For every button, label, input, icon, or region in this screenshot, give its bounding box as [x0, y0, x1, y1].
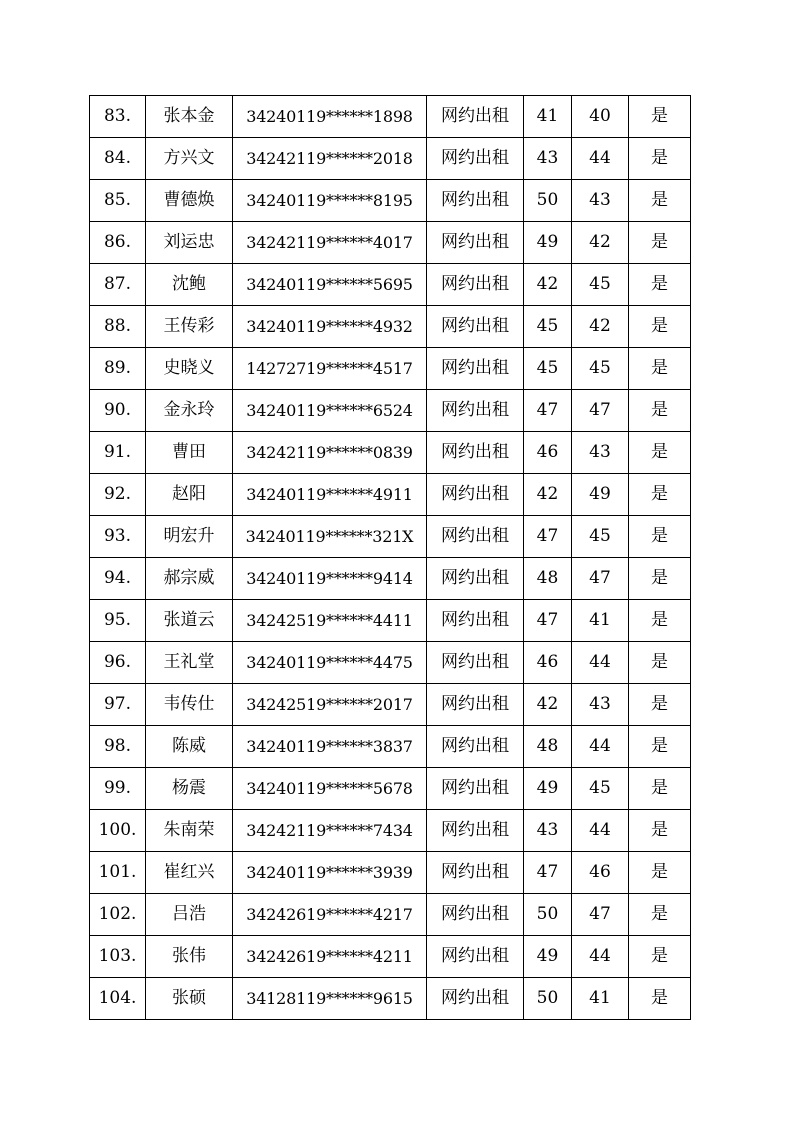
cell-score-1: 47 [524, 600, 572, 642]
table-row [90, 474, 691, 516]
cell-id-number: 34242119******0839 [233, 432, 427, 474]
cell-id-number: 34242619******4217 [233, 894, 427, 936]
cell-row-number: 88. [90, 306, 146, 348]
cell-row-number: 84. [90, 138, 146, 180]
cell-result: 是 [629, 222, 691, 264]
cell-name: 吕浩 [146, 894, 233, 936]
cell-score-2: 41 [572, 978, 629, 1020]
cell-row-number: 97. [90, 684, 146, 726]
cell-id-number: 34242119******2018 [233, 138, 427, 180]
cell-id-number: 34240119******5695 [233, 264, 427, 306]
cell-score-2: 44 [572, 138, 629, 180]
cell-score-1: 46 [524, 642, 572, 684]
cell-id-number: 34240119******4911 [233, 474, 427, 516]
cell-score-1: 50 [524, 180, 572, 222]
cell-id-number: 34240119******4475 [233, 642, 427, 684]
cell-score-2: 44 [572, 642, 629, 684]
cell-id-number: 34240119******6524 [233, 390, 427, 432]
cell-vehicle-type: 网约出租 [427, 642, 524, 684]
table-row [90, 726, 691, 768]
cell-name: 郝宗威 [146, 558, 233, 600]
cell-score-2: 42 [572, 306, 629, 348]
cell-result: 是 [629, 516, 691, 558]
cell-row-number: 102. [90, 894, 146, 936]
cell-vehicle-type: 网约出租 [427, 516, 524, 558]
cell-id-number: 34240119******3837 [233, 726, 427, 768]
cell-row-number: 104. [90, 978, 146, 1020]
cell-result: 是 [629, 180, 691, 222]
cell-score-1: 46 [524, 432, 572, 474]
cell-score-2: 44 [572, 936, 629, 978]
cell-vehicle-type: 网约出租 [427, 432, 524, 474]
table-row [90, 684, 691, 726]
cell-result: 是 [629, 474, 691, 516]
cell-score-1: 45 [524, 306, 572, 348]
cell-row-number: 85. [90, 180, 146, 222]
cell-vehicle-type: 网约出租 [427, 264, 524, 306]
cell-name: 朱南荣 [146, 810, 233, 852]
table-row [90, 768, 691, 810]
table-row [90, 264, 691, 306]
table-row [90, 96, 691, 138]
cell-score-2: 40 [572, 96, 629, 138]
cell-score-1: 48 [524, 726, 572, 768]
cell-result: 是 [629, 684, 691, 726]
cell-row-number: 86. [90, 222, 146, 264]
cell-name: 张道云 [146, 600, 233, 642]
data-table [89, 95, 691, 1020]
cell-name: 崔红兴 [146, 852, 233, 894]
cell-vehicle-type: 网约出租 [427, 600, 524, 642]
cell-id-number: 34242119******4017 [233, 222, 427, 264]
cell-result: 是 [629, 390, 691, 432]
table-row [90, 306, 691, 348]
cell-vehicle-type: 网约出租 [427, 96, 524, 138]
table-row [90, 978, 691, 1020]
cell-result: 是 [629, 306, 691, 348]
cell-name: 史晓义 [146, 348, 233, 390]
cell-row-number: 98. [90, 726, 146, 768]
table-row [90, 936, 691, 978]
table-row [90, 348, 691, 390]
cell-vehicle-type: 网约出租 [427, 348, 524, 390]
cell-score-2: 45 [572, 348, 629, 390]
cell-vehicle-type: 网约出租 [427, 978, 524, 1020]
table-row [90, 558, 691, 600]
cell-score-1: 48 [524, 558, 572, 600]
cell-id-number: 34242519******4411 [233, 600, 427, 642]
cell-name: 金永玲 [146, 390, 233, 432]
cell-result: 是 [629, 936, 691, 978]
cell-id-number: 34240119******1898 [233, 96, 427, 138]
cell-row-number: 90. [90, 390, 146, 432]
cell-score-1: 47 [524, 852, 572, 894]
cell-name: 陈威 [146, 726, 233, 768]
cell-vehicle-type: 网约出租 [427, 138, 524, 180]
cell-score-1: 47 [524, 390, 572, 432]
cell-name: 刘运忠 [146, 222, 233, 264]
cell-vehicle-type: 网约出租 [427, 768, 524, 810]
cell-score-2: 43 [572, 180, 629, 222]
cell-score-2: 47 [572, 894, 629, 936]
table-row [90, 138, 691, 180]
cell-row-number: 95. [90, 600, 146, 642]
cell-id-number: 34240119******8195 [233, 180, 427, 222]
cell-row-number: 87. [90, 264, 146, 306]
cell-score-1: 50 [524, 894, 572, 936]
cell-name: 曹田 [146, 432, 233, 474]
cell-id-number: 34240119******4932 [233, 306, 427, 348]
cell-vehicle-type: 网约出租 [427, 558, 524, 600]
cell-score-2: 43 [572, 432, 629, 474]
cell-name: 明宏升 [146, 516, 233, 558]
cell-name: 王传彩 [146, 306, 233, 348]
cell-score-1: 47 [524, 516, 572, 558]
table-row [90, 432, 691, 474]
cell-vehicle-type: 网约出租 [427, 726, 524, 768]
cell-id-number: 34242519******2017 [233, 684, 427, 726]
cell-score-1: 41 [524, 96, 572, 138]
cell-result: 是 [629, 432, 691, 474]
cell-row-number: 89. [90, 348, 146, 390]
cell-name: 沈鲍 [146, 264, 233, 306]
cell-result: 是 [629, 264, 691, 306]
cell-row-number: 99. [90, 768, 146, 810]
cell-vehicle-type: 网约出租 [427, 936, 524, 978]
cell-name: 方兴文 [146, 138, 233, 180]
cell-score-1: 45 [524, 348, 572, 390]
cell-vehicle-type: 网约出租 [427, 180, 524, 222]
cell-score-2: 47 [572, 390, 629, 432]
cell-row-number: 94. [90, 558, 146, 600]
cell-row-number: 100. [90, 810, 146, 852]
cell-result: 是 [629, 642, 691, 684]
cell-score-1: 42 [524, 264, 572, 306]
cell-id-number: 34240119******321X [233, 516, 427, 558]
table-row [90, 600, 691, 642]
table-row [90, 852, 691, 894]
cell-name: 王礼堂 [146, 642, 233, 684]
cell-score-2: 44 [572, 726, 629, 768]
table-row [90, 516, 691, 558]
cell-id-number: 34240119******9414 [233, 558, 427, 600]
cell-id-number: 34128119******9615 [233, 978, 427, 1020]
cell-score-2: 43 [572, 684, 629, 726]
cell-score-2: 47 [572, 558, 629, 600]
cell-score-1: 42 [524, 474, 572, 516]
cell-vehicle-type: 网约出租 [427, 810, 524, 852]
cell-score-2: 44 [572, 810, 629, 852]
cell-vehicle-type: 网约出租 [427, 222, 524, 264]
cell-id-number: 34240119******3939 [233, 852, 427, 894]
cell-name: 韦传仕 [146, 684, 233, 726]
cell-score-2: 45 [572, 264, 629, 306]
cell-result: 是 [629, 558, 691, 600]
cell-score-2: 42 [572, 222, 629, 264]
cell-result: 是 [629, 852, 691, 894]
cell-row-number: 103. [90, 936, 146, 978]
cell-name: 张本金 [146, 96, 233, 138]
cell-vehicle-type: 网约出租 [427, 894, 524, 936]
cell-result: 是 [629, 894, 691, 936]
cell-name: 张硕 [146, 978, 233, 1020]
cell-name: 杨震 [146, 768, 233, 810]
cell-result: 是 [629, 96, 691, 138]
cell-vehicle-type: 网约出租 [427, 852, 524, 894]
cell-score-2: 46 [572, 852, 629, 894]
cell-result: 是 [629, 978, 691, 1020]
table-row [90, 894, 691, 936]
cell-result: 是 [629, 726, 691, 768]
cell-result: 是 [629, 600, 691, 642]
table-row [90, 642, 691, 684]
cell-id-number: 34242619******4211 [233, 936, 427, 978]
cell-row-number: 101. [90, 852, 146, 894]
cell-score-1: 49 [524, 222, 572, 264]
cell-row-number: 91. [90, 432, 146, 474]
cell-row-number: 93. [90, 516, 146, 558]
cell-vehicle-type: 网约出租 [427, 474, 524, 516]
cell-result: 是 [629, 768, 691, 810]
cell-name: 赵阳 [146, 474, 233, 516]
cell-score-1: 42 [524, 684, 572, 726]
table-row [90, 180, 691, 222]
cell-score-1: 43 [524, 138, 572, 180]
table-row [90, 390, 691, 432]
cell-row-number: 83. [90, 96, 146, 138]
cell-vehicle-type: 网约出租 [427, 684, 524, 726]
cell-score-2: 49 [572, 474, 629, 516]
table-row [90, 222, 691, 264]
cell-name: 张伟 [146, 936, 233, 978]
cell-row-number: 92. [90, 474, 146, 516]
cell-result: 是 [629, 810, 691, 852]
cell-score-1: 43 [524, 810, 572, 852]
cell-score-2: 45 [572, 768, 629, 810]
cell-id-number: 34240119******5678 [233, 768, 427, 810]
cell-id-number: 14272719******4517 [233, 348, 427, 390]
table-row [90, 810, 691, 852]
cell-name: 曹德焕 [146, 180, 233, 222]
cell-row-number: 96. [90, 642, 146, 684]
cell-result: 是 [629, 348, 691, 390]
cell-id-number: 34242119******7434 [233, 810, 427, 852]
cell-score-1: 49 [524, 768, 572, 810]
cell-score-2: 45 [572, 516, 629, 558]
cell-score-1: 49 [524, 936, 572, 978]
cell-score-1: 50 [524, 978, 572, 1020]
cell-result: 是 [629, 138, 691, 180]
table-body [90, 96, 691, 1020]
cell-vehicle-type: 网约出租 [427, 306, 524, 348]
cell-score-2: 41 [572, 600, 629, 642]
cell-vehicle-type: 网约出租 [427, 390, 524, 432]
